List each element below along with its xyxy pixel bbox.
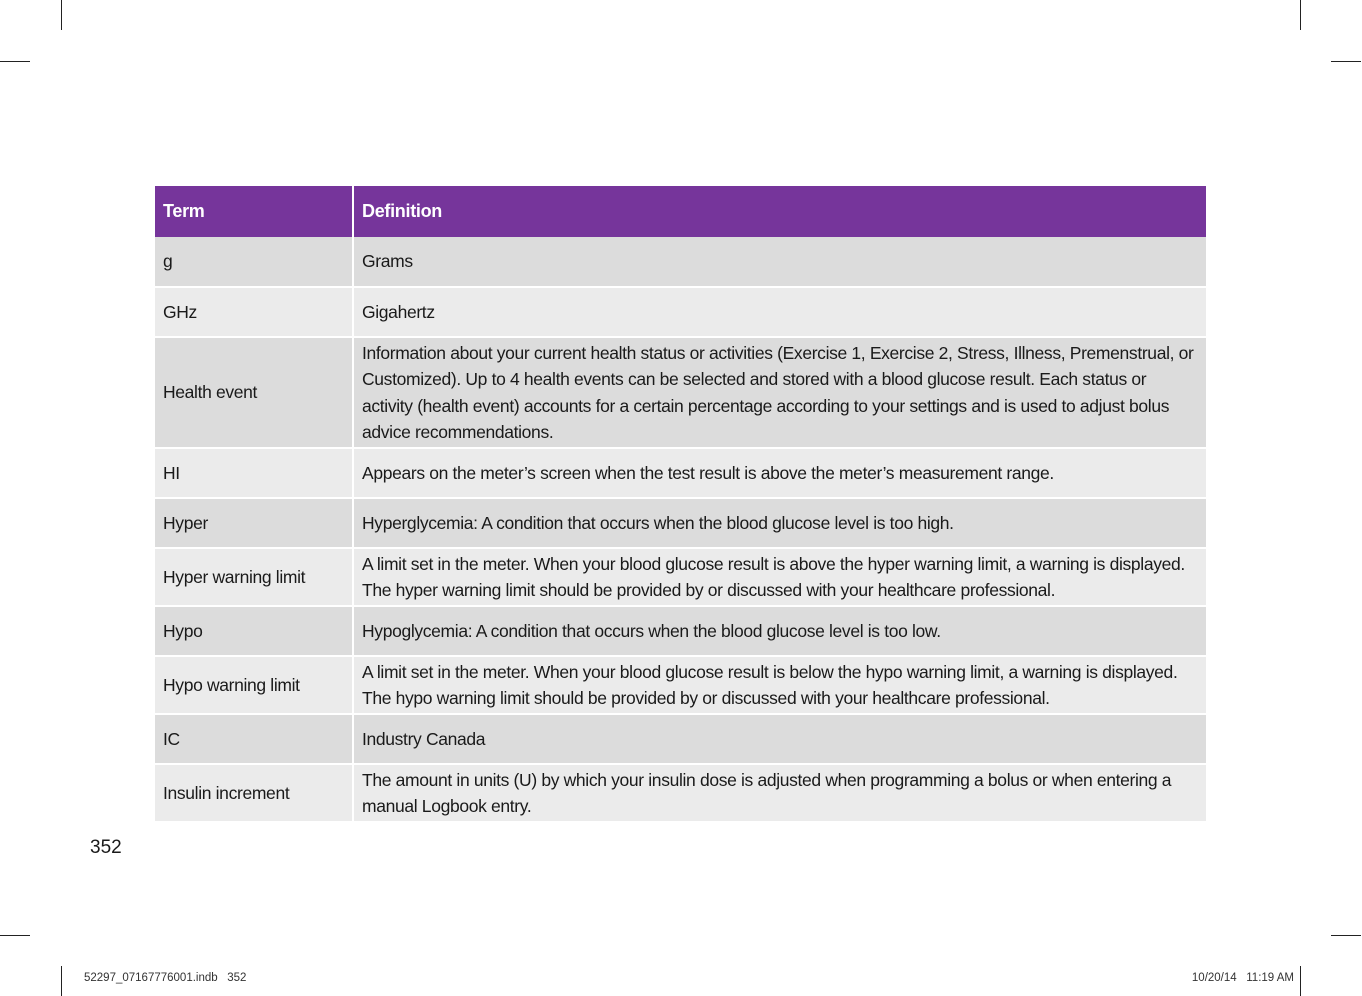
definition-cell: A limit set in the meter. When your blood glucose result is below the hypo warning limit, a warning is displayed. The hypo warning limit should be provided by or discussed with your healthcare professional.	[353, 656, 1206, 714]
page-number: 352	[90, 837, 122, 858]
definition-cell: Grams	[353, 237, 1206, 287]
crop-mark-top-right-horizontal	[1331, 61, 1361, 62]
crop-mark-bottom-left-horizontal	[0, 935, 30, 936]
definition-cell: Information about your current health status or activities (Exercise 1, Exercise 2, Stress, Illness, Premenstrual, or Customized). Up to 4 health events can be selected and stored with a blood glucose result. Each status or activity (health event) accounts for a certain percentage according to your settings and is used to adjust bolus advice recommendations.	[353, 337, 1206, 448]
table-row	[155, 714, 1206, 764]
crop-mark-bottom-right-horizontal	[1331, 935, 1361, 936]
definition-cell: Gigahertz	[353, 287, 1206, 337]
definition-cell: The amount in units (U) by which your insulin dose is adjusted when programming a bolus or when entering a manual Logbook entry.	[353, 764, 1206, 822]
definition-cell: Hypoglycemia: A condition that occurs when the blood glucose level is too low.	[353, 606, 1206, 656]
crop-mark-bottom-right-vertical	[1300, 966, 1301, 996]
table-header-row	[155, 186, 1206, 237]
table-row	[155, 287, 1206, 337]
term-cell: Hyper	[155, 498, 353, 548]
table-row	[155, 498, 1206, 548]
slug-file-info: 52297_07167776001.indb 352	[84, 972, 247, 984]
term-cell: g	[155, 237, 353, 287]
definition-cell: Appears on the meter’s screen when the test result is above the meter’s measurement range.	[353, 448, 1206, 498]
term-column-header: Term	[155, 186, 353, 237]
slug-datetime: 10/20/14 11:19 AM	[1191, 972, 1294, 984]
term-cell: Insulin increment	[155, 764, 353, 822]
crop-mark-top-left-vertical	[61, 0, 62, 30]
crop-mark-top-right-vertical	[1300, 0, 1301, 30]
definition-column-header: Definition	[353, 186, 1206, 237]
table-row	[155, 764, 1206, 822]
table-row	[155, 237, 1206, 287]
table-row	[155, 548, 1206, 606]
table-row	[155, 606, 1206, 656]
term-cell: IC	[155, 714, 353, 764]
glossary-table	[155, 186, 1206, 823]
term-cell: HI	[155, 448, 353, 498]
table-row	[155, 448, 1206, 498]
crop-mark-bottom-left-vertical	[61, 966, 62, 996]
definition-cell: A limit set in the meter. When your blood glucose result is above the hyper warning limit, a warning is displayed. The hyper warning limit should be provided by or discussed with your healthcare professional.	[353, 548, 1206, 606]
term-cell: Hyper warning limit	[155, 548, 353, 606]
term-cell: GHz	[155, 287, 353, 337]
table-row	[155, 337, 1206, 448]
term-cell: Hypo	[155, 606, 353, 656]
table-row	[155, 656, 1206, 714]
term-cell: Health event	[155, 337, 353, 448]
term-cell: Hypo warning limit	[155, 656, 353, 714]
definition-cell: Industry Canada	[353, 714, 1206, 764]
definition-cell: Hyperglycemia: A condition that occurs when the blood glucose level is too high.	[353, 498, 1206, 548]
crop-mark-top-left-horizontal	[0, 61, 30, 62]
